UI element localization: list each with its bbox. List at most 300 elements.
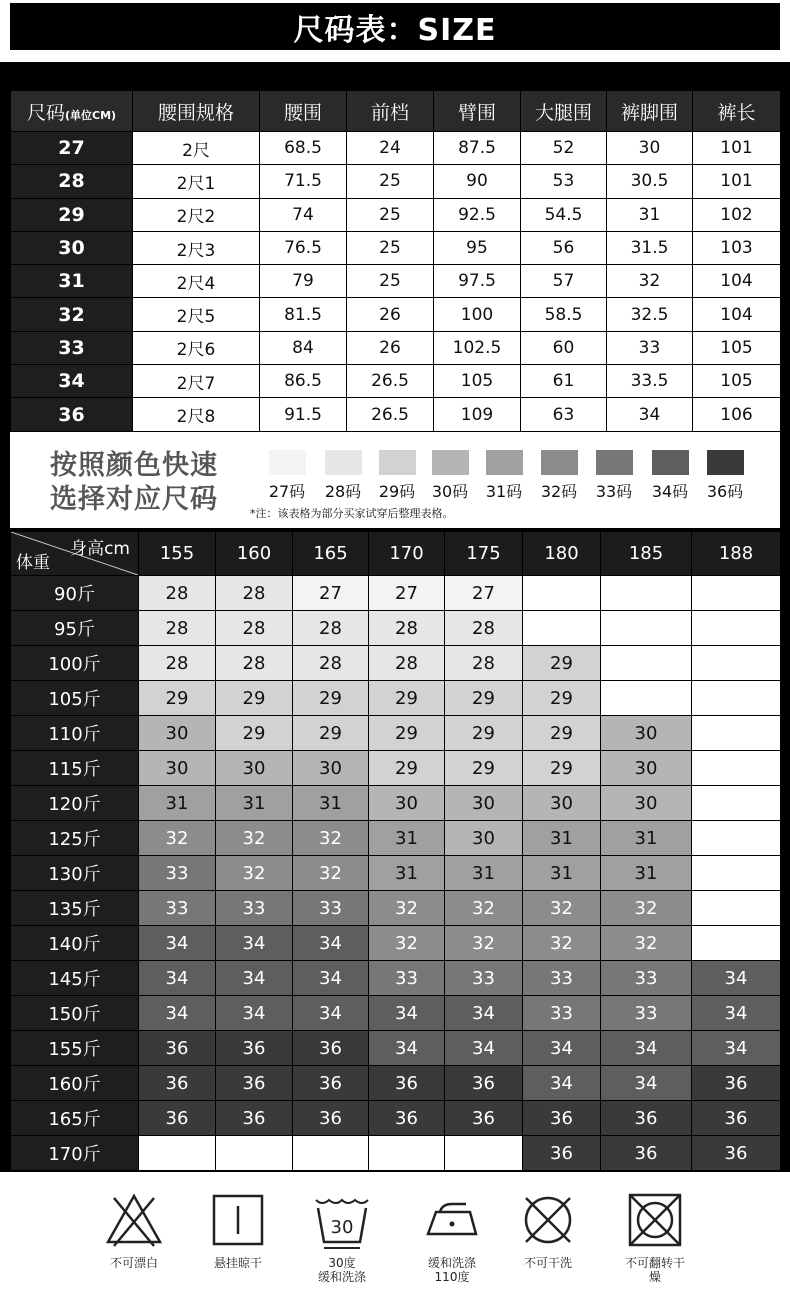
care-item-wash-30: 30 30度 缓和洗涤 [287,1190,397,1284]
swatch-label: 31码 [485,482,523,501]
measurement-cell: 87.5 [434,132,521,165]
size-recommendation-cell: 34 [216,926,293,961]
measurement-cell: 101 [693,132,781,165]
size-recommendation-cell: 36 [139,1066,216,1101]
size-recommendation-cell [692,926,781,961]
weight-height-size-table [10,531,781,1171]
size-recommendation-cell: 29 [523,681,601,716]
size-recommendation-cell: 31 [293,786,369,821]
size-recommendation-cell: 36 [216,1101,293,1136]
swatch-label: 34码 [651,482,689,501]
size-recommendation-cell: 36 [523,1101,601,1136]
legend-swatch [267,450,307,502]
measurement-cell: 26 [347,331,434,364]
size-recommendation-cell: 27 [293,576,369,611]
measurement-cell: 33 [607,331,693,364]
legend-swatch [430,450,470,502]
care-instructions [0,1190,790,1305]
size-recommendation-cell [692,821,781,856]
measurement-cell: 109 [434,398,521,431]
care-item-no-bleach: 不可漂白 [79,1190,189,1270]
size-recommendation-cell: 31 [601,821,692,856]
weight-label-cell: 155斤 [11,1031,139,1066]
size-recommendation-cell: 36 [293,1101,369,1136]
no-dry-clean-icon [518,1190,578,1250]
size-recommendation-cell: 34 [293,996,369,1031]
size-recommendation-cell: 28 [216,576,293,611]
swatch-color [325,450,362,475]
measurement-cell: 2尺 [133,132,260,165]
measurement-cell: 25 [347,165,434,198]
measurement-cell: 90 [434,165,521,198]
weight-label-cell: 145斤 [11,961,139,996]
size-row [11,165,781,198]
size-recommendation-cell [139,1136,216,1171]
weight-row [11,681,781,716]
measurement-cell: 79 [260,265,347,298]
size-recommendation-cell: 31 [369,856,445,891]
size-recommendation-cell: 28 [216,646,293,681]
care-item-iron: 缓和洗涤 110度 [397,1190,507,1284]
size-recommendation-cell: 28 [139,611,216,646]
size-recommendation-cell [692,681,781,716]
weight-label-cell: 150斤 [11,996,139,1031]
waist-spec-column-header: 腰围规格 [133,91,260,132]
size-recommendation-cell: 29 [369,751,445,786]
measurement-cell: 30.5 [607,165,693,198]
swatch-color [707,450,744,475]
wash-temperature: 30 [330,1217,354,1238]
size-recommendation-cell: 28 [369,646,445,681]
size-recommendation-cell: 33 [601,961,692,996]
size-recommendation-cell: 32 [369,926,445,961]
size-recommendation-cell: 32 [445,891,523,926]
legend-swatch [539,450,579,502]
measurement-cell: 2尺7 [133,365,260,398]
size-recommendation-cell: 32 [601,891,692,926]
measurement-cell: 32.5 [607,298,693,331]
weight-row [11,856,781,891]
measurement-cell: 32 [607,265,693,298]
height-column-header: 170 [369,532,445,576]
size-recommendation-cell: 34 [369,1031,445,1066]
size-recommendation-cell: 29 [523,751,601,786]
weight-label-cell: 105斤 [11,681,139,716]
legend-swatch [323,450,363,502]
size-recommendation-cell: 34 [601,1066,692,1101]
legend-title: 按照颜色快速 选择对应尺码 [50,450,218,515]
front-rise-column-header: 前档 [347,91,434,132]
swatch-color [596,450,633,475]
measurement-cell: 91.5 [260,398,347,431]
weight-row [11,786,781,821]
swatch-label: 27码 [268,482,306,501]
measurement-cell: 61 [521,365,607,398]
size-recommendation-cell: 32 [216,856,293,891]
size-label-cell: 32 [11,298,133,331]
size-row [11,231,781,264]
size-recommendation-cell: 31 [445,856,523,891]
measurement-cell: 58.5 [521,298,607,331]
measurement-cell: 2尺4 [133,265,260,298]
size-recommendation-cell: 30 [293,751,369,786]
size-row [11,265,781,298]
no-tumble-dry-icon [625,1190,685,1250]
measurement-cell: 2尺1 [133,165,260,198]
swatch-color [541,450,578,475]
size-label-cell: 29 [11,198,133,231]
size-recommendation-cell: 30 [601,751,692,786]
swatch-label: 33码 [595,482,633,501]
size-recommendation-cell: 34 [139,996,216,1031]
size-recommendation-cell: 34 [139,961,216,996]
size-label-cell: 34 [11,365,133,398]
size-recommendation-cell: 29 [216,681,293,716]
size-recommendation-cell: 31 [601,856,692,891]
size-recommendation-cell: 31 [523,821,601,856]
size-recommendation-cell [692,611,781,646]
legend-swatch [705,450,745,502]
swatch-label: 36码 [706,482,744,501]
size-recommendation-cell [601,611,692,646]
size-recommendation-cell [601,576,692,611]
size-recommendation-cell: 28 [293,611,369,646]
size-recommendation-cell: 31 [523,856,601,891]
hang-dry-icon [208,1190,268,1250]
swatch-color [652,450,689,475]
size-recommendation-cell: 34 [523,1031,601,1066]
measurement-cell: 106 [693,398,781,431]
size-recommendation-cell: 33 [139,891,216,926]
measurement-cell: 95 [434,231,521,264]
size-recommendation-cell: 29 [369,716,445,751]
size-recommendation-cell: 33 [601,996,692,1031]
measurement-cell: 102 [693,198,781,231]
weight-label-cell: 90斤 [11,576,139,611]
size-recommendation-cell: 34 [139,926,216,961]
length-column-header: 裤长 [693,91,781,132]
size-recommendation-cell: 34 [216,961,293,996]
swatch-color [432,450,469,475]
size-recommendation-cell: 28 [139,576,216,611]
size-recommendation-cell: 30 [601,786,692,821]
weight-row [11,576,781,611]
weight-row [11,1066,781,1101]
measurement-cell: 57 [521,265,607,298]
size-recommendation-cell: 36 [293,1066,369,1101]
size-recommendation-cell: 31 [216,786,293,821]
size-recommendation-cell: 34 [293,961,369,996]
weight-label-cell: 140斤 [11,926,139,961]
height-column-header: 185 [601,532,692,576]
size-recommendation-cell: 34 [293,926,369,961]
size-row [11,132,781,165]
size-recommendation-cell: 36 [293,1031,369,1066]
size-recommendation-cell: 33 [369,961,445,996]
size-recommendation-cell: 30 [369,786,445,821]
size-recommendation-cell [692,751,781,786]
page-title: 尺码表：SIZE [293,12,497,48]
swatch-color [486,450,523,475]
measurement-cell: 30 [607,132,693,165]
measurement-cell: 54.5 [521,198,607,231]
height-column-header: 175 [445,532,523,576]
measurement-cell: 103 [693,231,781,264]
no-bleach-icon [104,1190,164,1250]
size-recommendation-cell: 34 [692,996,781,1031]
size-recommendation-cell: 29 [445,716,523,751]
measurement-cell: 2尺8 [133,398,260,431]
measurement-cell: 26 [347,298,434,331]
size-recommendation-cell: 30 [216,751,293,786]
size-label-cell: 30 [11,231,133,264]
size-recommendation-cell: 28 [139,646,216,681]
measurement-cell: 105 [693,331,781,364]
measurement-cell: 68.5 [260,132,347,165]
measurement-cell: 25 [347,265,434,298]
size-recommendation-cell: 34 [445,996,523,1031]
measurement-cell: 74 [260,198,347,231]
size-recommendation-cell: 29 [445,751,523,786]
page-title-bar [10,3,780,50]
measurement-cell: 97.5 [434,265,521,298]
size-recommendation-cell: 30 [139,716,216,751]
measurement-cell: 101 [693,165,781,198]
size-recommendation-cell [692,716,781,751]
size-recommendation-cell: 33 [523,961,601,996]
measurement-cell: 63 [521,398,607,431]
size-recommendation-cell: 29 [139,681,216,716]
size-recommendation-cell [369,1136,445,1171]
measurement-cell: 31.5 [607,231,693,264]
size-row [11,365,781,398]
size-recommendation-cell: 28 [216,611,293,646]
legend-swatch [484,450,524,502]
legend-note: *注：该表格为部分买家试穿后整理表格。 [250,507,454,520]
height-column-header: 180 [523,532,601,576]
size-recommendation-cell: 34 [369,996,445,1031]
size-recommendation-cell: 36 [445,1101,523,1136]
weight-row [11,1031,781,1066]
measurement-cell: 24 [347,132,434,165]
weight-row [11,646,781,681]
measurement-cell: 26.5 [347,365,434,398]
wash-30-icon [312,1190,372,1250]
size-recommendation-cell: 36 [601,1136,692,1171]
size-recommendation-cell: 29 [523,646,601,681]
size-label-cell: 27 [11,132,133,165]
size-recommendation-cell: 32 [139,821,216,856]
size-recommendation-cell: 30 [601,716,692,751]
swatch-color [379,450,416,475]
thigh-column-header: 大腿围 [521,91,607,132]
legend-swatch [377,450,417,502]
weight-label-cell: 130斤 [11,856,139,891]
size-recommendation-cell: 36 [601,1101,692,1136]
size-recommendation-cell: 34 [692,1031,781,1066]
size-recommendation-cell: 36 [692,1136,781,1171]
size-recommendation-cell [692,786,781,821]
size-recommendation-cell: 28 [293,646,369,681]
measurement-cell: 76.5 [260,231,347,264]
size-recommendation-cell: 27 [445,576,523,611]
weight-row [11,821,781,856]
size-label-cell: 31 [11,265,133,298]
care-item-hang-dry: 悬挂晾干 [183,1190,293,1270]
size-recommendation-cell [216,1136,293,1171]
size-recommendation-cell: 29 [216,716,293,751]
height-column-header: 165 [293,532,369,576]
size-recommendation-cell: 36 [369,1066,445,1101]
weight-label-cell: 160斤 [11,1066,139,1101]
size-recommendation-cell: 32 [293,856,369,891]
size-recommendation-cell: 36 [216,1031,293,1066]
size-measurement-table [10,90,781,432]
table-corner-header [11,532,139,576]
measurement-cell: 105 [693,365,781,398]
weight-label-cell: 100斤 [11,646,139,681]
waist-column-header: 腰围 [260,91,347,132]
size-recommendation-cell: 33 [293,891,369,926]
legend-swatch [594,450,634,502]
measurement-cell: 2尺5 [133,298,260,331]
size-recommendation-cell [523,611,601,646]
weight-label-cell: 135斤 [11,891,139,926]
weight-row [11,996,781,1031]
measurement-cell: 100 [434,298,521,331]
size-label-cell: 36 [11,398,133,431]
size-recommendation-cell: 33 [523,996,601,1031]
measurement-cell: 31 [607,198,693,231]
size-recommendation-cell: 36 [692,1101,781,1136]
size-recommendation-cell: 29 [445,681,523,716]
weight-label-cell: 170斤 [11,1136,139,1171]
size-recommendation-cell: 34 [601,1031,692,1066]
hip-column-header: 臂围 [434,91,521,132]
size-recommendation-cell [445,1136,523,1171]
measurement-cell: 60 [521,331,607,364]
swatch-color [269,450,306,475]
size-row [11,398,781,431]
measurement-cell: 52 [521,132,607,165]
measurement-cell: 104 [693,265,781,298]
weight-label-cell: 165斤 [11,1101,139,1136]
size-recommendation-cell: 34 [692,961,781,996]
size-recommendation-cell [523,576,601,611]
weight-row [11,926,781,961]
size-recommendation-cell: 32 [293,821,369,856]
measurement-cell: 56 [521,231,607,264]
weight-row [11,1136,781,1171]
size-recommendation-cell: 32 [369,891,445,926]
measurement-cell: 84 [260,331,347,364]
color-legend [10,432,780,528]
size-recommendation-cell: 31 [369,821,445,856]
weight-label-cell: 115斤 [11,751,139,786]
size-recommendation-cell: 34 [216,996,293,1031]
height-column-header: 155 [139,532,216,576]
size-recommendation-cell: 31 [139,786,216,821]
size-recommendation-cell: 30 [445,786,523,821]
size-recommendation-cell: 33 [139,856,216,891]
measurement-cell: 25 [347,198,434,231]
swatch-label: 29码 [378,482,416,501]
leg-opening-column-header: 裤脚围 [607,91,693,132]
size-recommendation-cell: 36 [445,1066,523,1101]
size-label-cell: 33 [11,331,133,364]
size-recommendation-cell: 36 [216,1066,293,1101]
measurement-cell: 2尺3 [133,231,260,264]
size-recommendation-cell [601,681,692,716]
measurement-cell: 102.5 [434,331,521,364]
size-label-cell: 28 [11,165,133,198]
measurement-cell: 34 [607,398,693,431]
size-row [11,198,781,231]
size-recommendation-cell [601,646,692,681]
measurement-cell: 33.5 [607,365,693,398]
measurement-cell: 81.5 [260,298,347,331]
measurement-cell: 86.5 [260,365,347,398]
size-recommendation-cell: 28 [369,611,445,646]
size-recommendation-cell: 28 [445,646,523,681]
size-recommendation-cell: 30 [139,751,216,786]
size-recommendation-cell: 30 [523,786,601,821]
weight-row [11,751,781,786]
size-recommendation-cell [293,1136,369,1171]
size-recommendation-cell: 32 [601,926,692,961]
measurement-cell: 2尺2 [133,198,260,231]
size-recommendation-cell: 36 [369,1101,445,1136]
size-row [11,331,781,364]
size-recommendation-cell: 29 [523,716,601,751]
weight-row [11,611,781,646]
size-recommendation-cell: 33 [445,961,523,996]
height-axis-label: 身高cm [70,539,130,559]
size-column-header: 尺码(单位CM) [11,91,133,132]
size-recommendation-cell [692,646,781,681]
swatch-label: 28码 [324,482,362,501]
size-recommendation-cell: 32 [523,926,601,961]
measurement-cell: 92.5 [434,198,521,231]
size-recommendation-cell: 36 [139,1101,216,1136]
measurement-cell: 71.5 [260,165,347,198]
size-recommendation-cell: 28 [445,611,523,646]
size-recommendation-cell [692,891,781,926]
size-recommendation-cell: 36 [692,1066,781,1101]
legend-swatch [650,450,690,502]
size-recommendation-cell: 32 [445,926,523,961]
weight-label-cell: 95斤 [11,611,139,646]
measurement-cell: 104 [693,298,781,331]
care-item-no-dry-clean: 不可干洗 [493,1190,603,1270]
weight-label-cell: 125斤 [11,821,139,856]
size-recommendation-cell: 32 [216,821,293,856]
size-recommendation-cell: 34 [523,1066,601,1101]
weight-row [11,1101,781,1136]
weight-label-cell: 110斤 [11,716,139,751]
measurement-cell: 53 [521,165,607,198]
size-recommendation-cell: 29 [293,681,369,716]
swatch-label: 32码 [540,482,578,501]
weight-label-cell: 120斤 [11,786,139,821]
size-row [11,298,781,331]
iron-icon [422,1190,482,1250]
measurement-cell: 105 [434,365,521,398]
size-recommendation-cell: 29 [293,716,369,751]
weight-row [11,961,781,996]
size-recommendation-cell: 30 [445,821,523,856]
weight-row [11,891,781,926]
